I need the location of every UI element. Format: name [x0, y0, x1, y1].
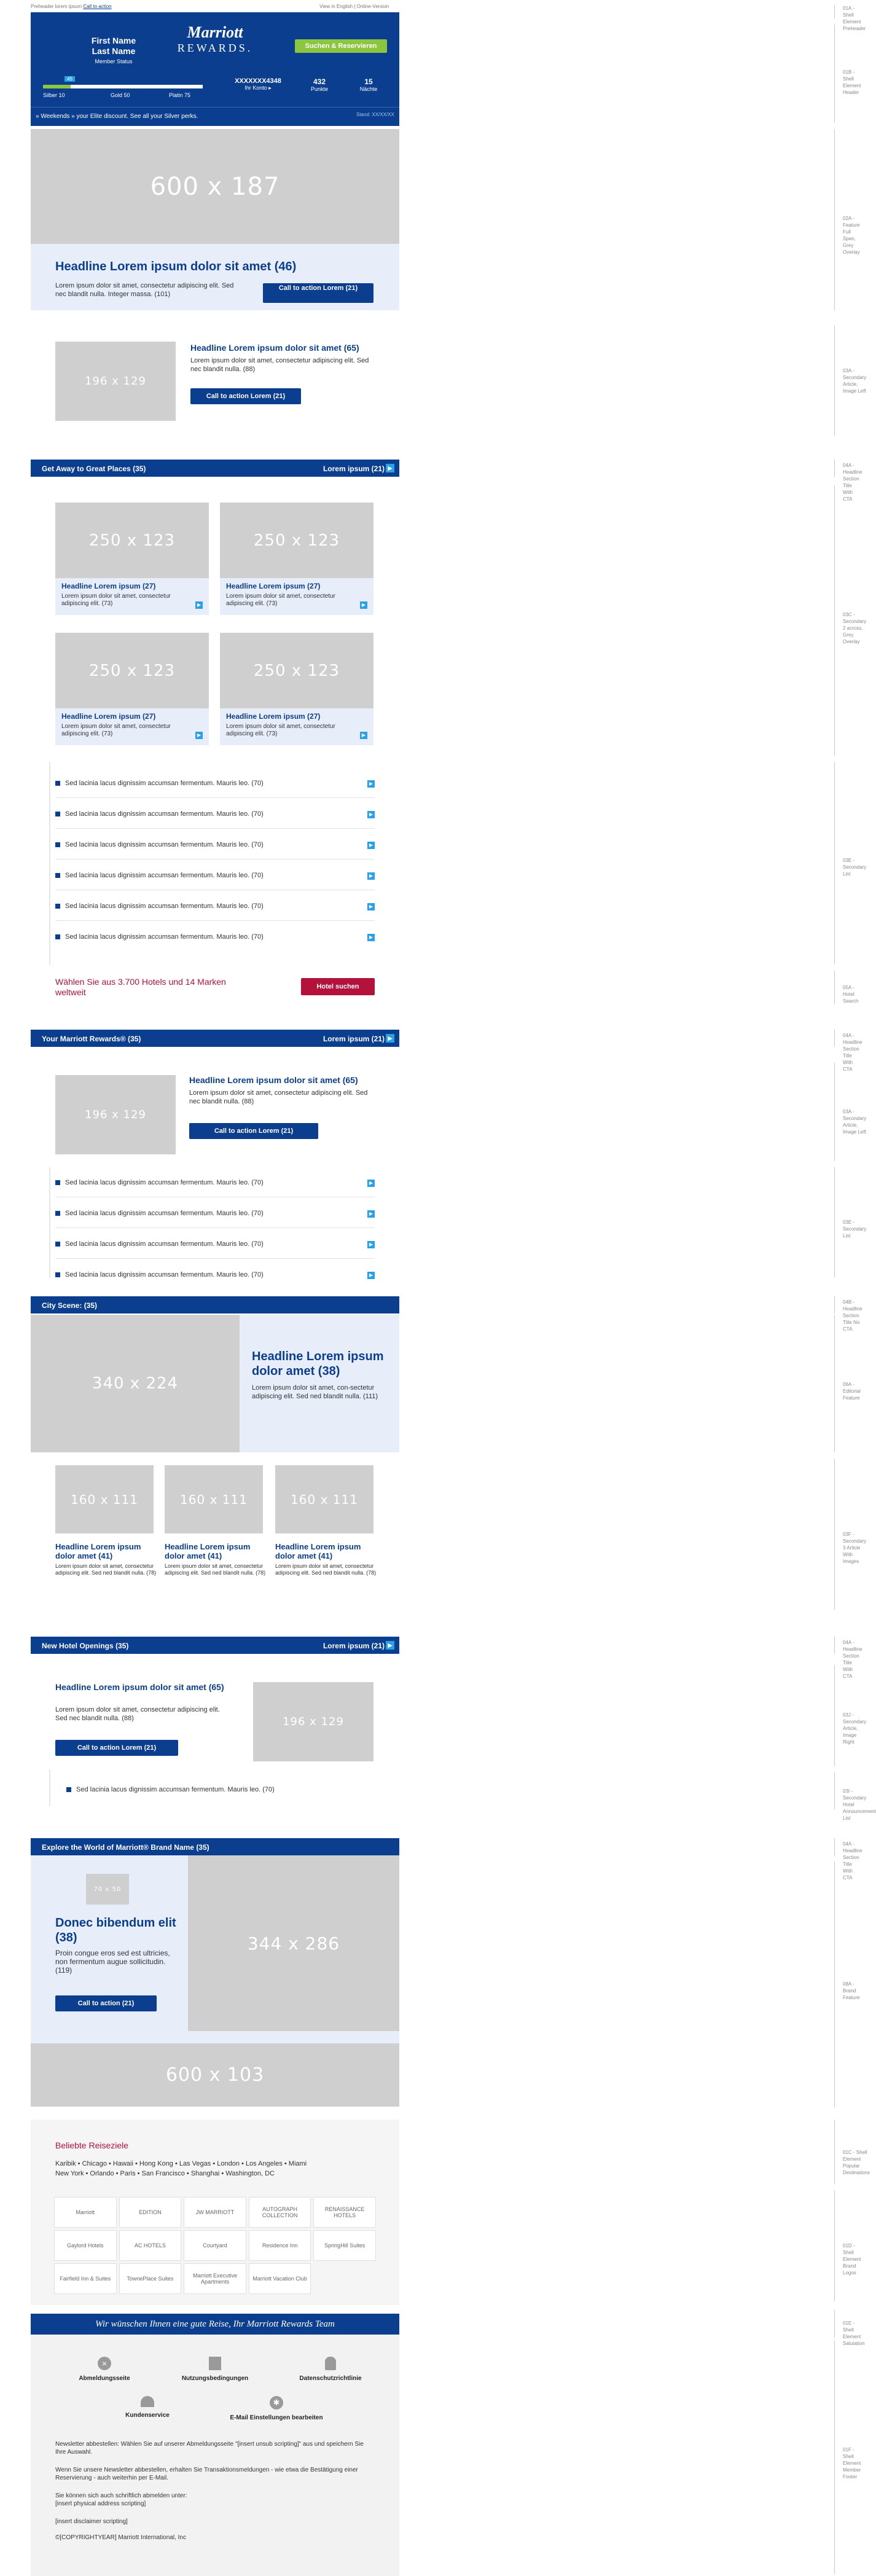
city-headline: Headline Lorem ipsum dolor amet (38): [252, 1350, 384, 1378]
list-item[interactable]: [55, 1240, 375, 1251]
getaway-card-caption[interactable]: [220, 708, 373, 745]
new-hotels-image[interactable]: 196 x 129: [253, 1682, 373, 1761]
city-item-headline: Headline Lorem ipsum dolor amet (41): [275, 1542, 361, 1560]
nights-label: Nächte: [359, 86, 378, 92]
gutter-note-id: 03A - Secondary: [843, 1109, 867, 1121]
brand-logo[interactable]: RENAISSANCE HOTELS: [313, 2197, 376, 2228]
arrow-right-icon[interactable]: ▶: [195, 601, 203, 609]
points-value: 432: [313, 77, 326, 86]
gutter-note-desc: Popular Destinations: [843, 2163, 870, 2175]
brand-logo[interactable]: Marriott: [54, 2197, 117, 2228]
gutter-note-desc: Article, Image Right: [843, 1726, 858, 1745]
gutter-note-id: 03A - Secondary: [843, 368, 867, 380]
arrow-right-icon[interactable]: ▶: [367, 934, 375, 941]
gutter-note-desc: Article, Image Left: [843, 1122, 866, 1135]
gutter-bracket: [834, 1296, 835, 1313]
city-title-bar: [31, 1296, 399, 1313]
gutter-bracket: [834, 2341, 835, 2574]
gutter-bracket: [834, 2310, 835, 2338]
arrow-right-icon[interactable]: ▶: [367, 780, 375, 788]
divider: [55, 1227, 375, 1228]
account-number: XXXXXXX4348: [235, 77, 281, 85]
gutter-note: [843, 857, 866, 877]
footer-link-label: Datenschutzrichtlinie: [299, 2375, 362, 2382]
destinations-line1[interactable]: Karibik • Chicago • Hawaii • Hong Kong • Las Vegas • London • Los Angeles • Miami: [55, 2160, 307, 2167]
gutter-note-id: 01C - Shell Element: [843, 2150, 867, 2162]
gutter-note: [843, 984, 858, 1004]
bullet-icon: [55, 1272, 60, 1277]
rewards-link[interactable]: Lorem ipsum (21): [323, 1035, 385, 1043]
arrow-right-icon[interactable]: ▶: [195, 732, 203, 739]
footer-address: [insert physical address scripting]: [55, 2500, 146, 2507]
gutter-note: [843, 69, 861, 96]
getaway-card-caption[interactable]: [220, 578, 373, 615]
gutter-note-desc: 2 across, Grey Overlay: [843, 625, 863, 644]
annotation-gutter: [405, 0, 876, 2576]
gutter-note-desc: Section Title No CTA: [843, 1313, 860, 1332]
getaway-card-image[interactable]: 250 x 123: [55, 503, 209, 578]
gutter-note-id: 03E - Secondary: [843, 1219, 867, 1232]
gutter-note-id: 01E - Shell Element: [843, 2320, 861, 2339]
gutter-note-id: 05A - Hotel Search: [843, 985, 859, 1004]
bullet-icon: [55, 873, 60, 878]
city-feature-image[interactable]: 340 x 224: [31, 1315, 240, 1452]
gutter-note-desc: Full Span, Grey Overlay: [843, 229, 860, 255]
gutter-note: [843, 1981, 860, 2001]
brand-logo[interactable]: Residence Inn: [249, 2230, 311, 2261]
footer-link-label: E-Mail Einstellungen bearbeiten: [230, 2414, 323, 2421]
list-item-text: Sed lacinia lacus dignissim accumsan fermentum. Mauris leo. (70): [65, 933, 264, 941]
getaway-card-image[interactable]: 250 x 123: [220, 633, 373, 708]
first-name: First Name: [91, 36, 136, 45]
tier-platin: Platin 75: [169, 92, 191, 98]
brand-logo[interactable]: JW MARRIOTT: [184, 2197, 246, 2228]
getaway-card-headline: Headline Lorem ipsum (27): [226, 582, 321, 590]
arrow-right-icon[interactable]: ▶: [367, 842, 375, 849]
new-hotels-title: New Hotel Openings (35): [42, 1642, 129, 1650]
bullet-icon: [55, 812, 60, 816]
list-item-text: Sed lacinia lacus dignissim accumsan fermentum. Mauris leo. (70): [65, 872, 264, 879]
gutter-note-id: 01D - Shell Element: [843, 2243, 861, 2262]
gutter-bracket: [834, 460, 835, 477]
gutter-bracket: [834, 1459, 835, 1610]
hotel-search-text: Wählen Sie aus 3.700 Hotels und 14 Marken weltweit: [55, 977, 226, 997]
gutter-note-id: 08A - Brand Feature: [843, 1981, 860, 2000]
list-item-text: Sed lacinia lacus dignissim accumsan fermentum. Mauris leo. (70): [65, 810, 264, 818]
footer-link-privacy[interactable]: [287, 2357, 373, 2382]
footer-written-text: Sie können sich auch schriftlich abmelden unter:: [55, 2492, 187, 2499]
new-hotels-cta-button[interactable]: Call to action Lorem (21): [55, 1740, 178, 1756]
rewards-cta-button[interactable]: Call to action Lorem (21): [189, 1123, 318, 1139]
city-item-headline: Headline Lorem ipsum dolor amet (41): [165, 1542, 251, 1560]
gutter-note-desc: Section Title With CTA: [843, 1855, 859, 1881]
city-item-image[interactable]: 160 x 111: [275, 1465, 373, 1533]
divider: [55, 1258, 375, 1259]
gutter-note-desc: Section Title With CTA: [843, 1046, 859, 1072]
footer-link-label: Nutzungsbedingungen: [181, 2375, 249, 2382]
city-item-body: Lorem ipsum dolor sit amet, consectetur adipiscing elit. Sed ned blandit nulla. (78): [275, 1563, 377, 1576]
footer-link-service[interactable]: [104, 2396, 190, 2419]
list-item[interactable]: [55, 810, 375, 821]
new-hotels-title-bar: [31, 1637, 399, 1654]
logo-sub: REWARDS.: [177, 42, 253, 54]
gutter-note: [843, 1531, 866, 1565]
brand-logo[interactable]: AC HOTELS: [119, 2230, 182, 2261]
service-bell-icon: [141, 2396, 154, 2407]
gutter-note: [843, 2320, 865, 2347]
list-item-text: Sed lacinia lacus dignissim accumsan fermentum. Mauris leo. (70): [65, 1210, 264, 1217]
hero-image[interactable]: 600 x 187: [31, 129, 399, 244]
tier-progress-track: [43, 85, 203, 88]
gutter-bracket: [834, 1862, 835, 2107]
list-item[interactable]: [55, 933, 375, 944]
bullet-icon: [55, 781, 60, 786]
rewards-headline: Headline Lorem ipsum dolor sit amet (65): [189, 1075, 358, 1085]
brand-logo[interactable]: Marriott Vacation Club: [249, 2263, 311, 2294]
list-item[interactable]: [55, 779, 375, 790]
getaway-card-caption[interactable]: [55, 708, 209, 745]
gutter-note: [843, 611, 866, 645]
list-item-text: Sed lacinia lacus dignissim accumsan fermentum. Mauris leo. (70): [65, 780, 264, 787]
tier-marker: 45: [65, 76, 75, 82]
arrow-right-icon[interactable]: ▶: [360, 732, 367, 739]
city-item-image[interactable]: 160 x 111: [55, 1465, 154, 1533]
gutter-note: [843, 2446, 861, 2480]
list-item[interactable]: [55, 840, 375, 851]
gutter-bracket: [834, 25, 835, 123]
points-label: Punkte: [310, 86, 329, 92]
gutter-note: [843, 215, 860, 256]
gutter-bracket: [834, 1167, 835, 1278]
city-item-headline: Headline Lorem ipsum dolor amet (41): [55, 1542, 141, 1560]
gutter-note-desc: Salutation: [843, 2341, 865, 2346]
bullet-icon: [55, 1180, 60, 1185]
list-item[interactable]: [55, 1209, 375, 1220]
points-block: [301, 77, 338, 92]
city-item-image[interactable]: 160 x 111: [165, 1465, 263, 1533]
gutter-note: [843, 1219, 866, 1239]
divider: [55, 828, 375, 829]
gutter-note: [843, 5, 866, 32]
header-divider: [31, 107, 399, 108]
gutter-bracket: [834, 1315, 835, 1452]
salutation-banner: Wir wünschen Ihnen eine gute Reise, Ihr Marriott Rewards Team: [31, 2314, 399, 2335]
divider: [55, 920, 375, 921]
tier-silver: Silber 10: [43, 92, 65, 98]
header: [31, 12, 399, 126]
arrow-right-icon[interactable]: ▶: [386, 1641, 394, 1650]
getaway-title: Get Away to Great Places (35): [42, 464, 146, 473]
logo-main: Marriott: [187, 23, 243, 41]
footer-unsub-text: Newsletter abbestellen: Wählen Sie auf unserer Abmeldungsseite "[insert unsub scripting]" aus und speichern Sie Ihre Auswahl.: [55, 2441, 364, 2456]
rewards-title-bar: [31, 1030, 399, 1047]
getaway-title-bar: [31, 460, 399, 477]
arrow-right-icon[interactable]: ▶: [367, 872, 375, 880]
close-circle-icon: ×: [98, 2357, 111, 2370]
getaway-card-headline: Headline Lorem ipsum (27): [226, 712, 321, 721]
gutter-note-desc: Header: [843, 90, 859, 95]
arrow-right-icon[interactable]: ▶: [386, 464, 394, 472]
gutter-note-desc: Member Footer: [843, 2467, 861, 2480]
gutter-bracket: [834, 485, 835, 756]
gutter-note-id: 03F - Secondary: [843, 1532, 867, 1544]
city-body: Lorem ipsum dolor sit amet, con-sectetur adipiscing elit. Sed ned blandit nulla. (111): [252, 1384, 378, 1400]
preheader-text: Preheader lorem ipsum: [31, 4, 82, 9]
gutter-bracket: [834, 971, 835, 1004]
gutter-note-id: 03C - Secondary: [843, 612, 867, 624]
brand-body: Proin congue eros sed est ultricies, non fermentum augue sollicitudin. (119): [55, 1949, 170, 1975]
brand-logo[interactable]: Courtyard: [184, 2230, 246, 2261]
gutter-note-id: 04A - Headline: [843, 1640, 862, 1652]
list-rail: [49, 1769, 50, 1806]
footer-link-email-settings[interactable]: [221, 2396, 332, 2421]
brand-headline: Donec bibendum elit (38): [55, 1916, 176, 1944]
gutter-note-desc: List: [843, 1233, 851, 1239]
article1-image[interactable]: 196 x 129: [55, 342, 176, 421]
gutter-bracket: [834, 1637, 835, 1654]
search-reserve-button[interactable]: Suchen & Reservieren: [295, 39, 387, 53]
gutter-bracket: [834, 5, 835, 18]
brand-logo[interactable]: EDITION: [119, 2197, 182, 2228]
hero-headline: Headline Lorem ipsum dolor sit amet (46): [55, 260, 297, 273]
arrow-right-icon[interactable]: ▶: [360, 601, 367, 609]
list-item-text: Sed lacinia lacus dignissim accumsan fermentum. Mauris leo. (70): [65, 1271, 264, 1278]
member-status: Member Status: [95, 58, 133, 65]
arrow-right-icon[interactable]: ▶: [367, 1210, 375, 1218]
member-name: [86, 36, 141, 67]
hotel-search-button[interactable]: Hotel suchen: [301, 978, 375, 995]
article1-headline: Headline Lorem ipsum dolor sit amet (65): [190, 343, 359, 353]
gutter-bracket: [834, 1063, 835, 1161]
new-hotels-link[interactable]: Lorem ipsum (21): [323, 1642, 385, 1650]
brand-logo[interactable]: AUTOGRAPH COLLECTION: [249, 2197, 311, 2228]
nights-block: [350, 77, 387, 92]
getaway-card-body: Lorem ipsum dolor sit amet, consectetur adipiscing elit. (73): [226, 593, 335, 607]
gutter-bracket: [834, 326, 835, 436]
rewards-title: Your Marriott Rewards® (35): [42, 1035, 141, 1043]
gutter-note-id: 04B - Headline: [843, 1299, 862, 1312]
gutter-note-id: 04A - Headline: [843, 1033, 862, 1045]
getaway-card-image[interactable]: 250 x 123: [220, 503, 373, 578]
getaway-card-caption[interactable]: [55, 578, 209, 615]
city-title: City Scene: (35): [42, 1301, 98, 1310]
preheader-link[interactable]: Call to action: [83, 4, 112, 9]
gutter-bracket: [834, 1665, 835, 1766]
gutter-note-desc: Brand Logos: [843, 2263, 856, 2276]
gutter-bracket: [834, 1838, 835, 1855]
tier-progress-fill: [43, 85, 71, 88]
account-block[interactable]: [227, 77, 289, 92]
announcement-item[interactable]: [66, 1785, 373, 1796]
gear-icon: ✱: [270, 2396, 283, 2410]
list-item-text: Sed lacinia lacus dignissim accumsan fermentum. Mauris leo. (70): [65, 1240, 264, 1248]
getaway-link[interactable]: Lorem ipsum (21): [323, 464, 385, 473]
gutter-note: [843, 367, 866, 394]
new-hotels-body: Lorem ipsum dolor sit amet, consectetur adipiscing elit. Sed nec blandit nulla. (88): [55, 1706, 220, 1722]
announcement-text: Sed lacinia lacus dignissim accumsan fermentum. Mauris leo. (70): [76, 1786, 275, 1793]
document-icon: [209, 2357, 221, 2370]
brand-feature-image[interactable]: 344 x 286: [188, 1855, 399, 2031]
getaway-card-image[interactable]: 250 x 123: [55, 633, 209, 708]
brand-logo[interactable]: Fairfield Inn & Suites: [54, 2263, 117, 2294]
getaway-card-headline: Headline Lorem ipsum (27): [61, 712, 156, 721]
list-item-text: Sed lacinia lacus dignissim accumsan fermentum. Mauris leo. (70): [65, 841, 264, 848]
bullet-icon: [66, 1787, 71, 1792]
brand-logos-grid: [54, 2197, 376, 2294]
gutter-note: [843, 1841, 862, 1881]
gutter-note-id: 01F - Shell Element: [843, 2447, 861, 2466]
brand-logo[interactable]: Gaylord Hotels: [54, 2230, 117, 2261]
hero-body: Lorem ipsum dolor sit amet, consectetur adipiscing elit. Sed nec blandit nulla. Integer massa. (101): [55, 282, 234, 298]
city-item-body: Lorem ipsum dolor sit amet, consectetur adipiscing elit. Sed ned blandit nulla. (78): [165, 1563, 266, 1576]
footer-transaction-text: Wenn Sie unsere Newsletter abbestellen, erhalten Sie Transaktionsmeldungen - wie etwa die Bestätigung einer Reservierung - auch weiterhin per E-Mail.: [55, 2467, 358, 2481]
bullet-icon: [55, 1211, 60, 1216]
brand-logo[interactable]: Marriott Executive Apartments: [184, 2263, 246, 2294]
gutter-note-desc: Hotel Announcement List: [843, 1802, 876, 1821]
marriott-rewards-logo[interactable]: [160, 23, 270, 55]
arrow-right-icon[interactable]: ▶: [367, 1180, 375, 1187]
article1-body: Lorem ipsum dolor sit amet, consectetur adipiscing elit. Sed nec blandit nulla. (88): [190, 357, 369, 373]
gutter-note-id: 01B - Shell Element: [843, 69, 861, 88]
gutter-bracket: [834, 1030, 835, 1047]
gutter-note-desc: 3 Article With Images: [843, 1545, 861, 1564]
list-rail: [49, 762, 50, 965]
list-item-text: Sed lacinia lacus dignissim accumsan fermentum. Mauris leo. (70): [65, 902, 264, 910]
bullet-icon: [55, 934, 60, 939]
gutter-note-id: 02A - Feature: [843, 216, 860, 228]
gutter-note-id: 03I - Secondary: [843, 1788, 867, 1801]
brand-logo[interactable]: TownePlace Suites: [119, 2263, 182, 2294]
list-item-text: Sed lacinia lacus dignissim accumsan fermentum. Mauris leo. (70): [65, 1179, 264, 1186]
brand-title-bar: [31, 1838, 399, 1855]
footer-link-unsubscribe[interactable]: [61, 2357, 147, 2382]
last-name: Last Name: [92, 46, 136, 56]
gutter-bracket: [834, 1772, 835, 1809]
gutter-note: [843, 1712, 866, 1745]
getaway-card-body: Lorem ipsum dolor sit amet, consectetur adipiscing elit. (73): [61, 593, 171, 607]
gutter-note: [843, 1788, 876, 1822]
gutter-note: [843, 1032, 862, 1073]
arrow-right-icon[interactable]: ▶: [367, 903, 375, 910]
destinations-title: Beliebte Reiseziele: [55, 2140, 129, 2150]
bullet-icon: [55, 842, 60, 847]
city-item-body: Lorem ipsum dolor sit amet, consectetur adipiscing elit. Sed ned blandit nulla. (78): [55, 1563, 157, 1576]
gutter-note-desc: List: [843, 871, 851, 877]
gutter-note: [843, 1639, 862, 1680]
footer-link-terms[interactable]: [172, 2357, 258, 2382]
brand-logo-image: 70 x 50: [86, 1874, 129, 1905]
getaway-card-headline: Headline Lorem ipsum (27): [61, 582, 156, 590]
gutter-note-id: 06A - Editorial Feature: [843, 1382, 861, 1401]
gutter-note-desc: Article, Image Left: [843, 382, 866, 394]
gutter-note-desc: Section Title With CTA: [843, 1653, 859, 1679]
email-canvas: [0, 0, 405, 2576]
footer-link-label: Abmeldungsseite: [79, 2375, 130, 2382]
gutter-note: [843, 462, 862, 503]
gutter-note-id: 03J - Secondary: [843, 1712, 867, 1725]
arrow-right-icon[interactable]: ▶: [386, 1034, 394, 1043]
gutter-bracket: [834, 129, 835, 310]
list-item[interactable]: [55, 1270, 375, 1282]
footer-disclaimer: [insert disclaimer scripting]: [55, 2518, 128, 2525]
gutter-note-desc: Preheader: [843, 26, 866, 31]
arrow-right-icon[interactable]: ▶: [367, 1241, 375, 1248]
gutter-bracket: [834, 2120, 835, 2184]
arrow-right-icon[interactable]: ▶: [367, 1272, 375, 1279]
hero-cta-button[interactable]: Call to action Lorem (21): [263, 283, 373, 303]
brand-logo[interactable]: SpringHill Suites: [313, 2230, 376, 2261]
header-badge: Stand: XX/XX/XX: [356, 112, 394, 117]
gutter-note-id: 03E - Secondary: [843, 858, 867, 870]
gutter-note: [843, 2242, 861, 2276]
gutter-note: [843, 2149, 870, 2176]
new-hotels-headline: Headline Lorem ipsum dolor sit amet (65): [55, 1682, 224, 1692]
destinations-line2[interactable]: New York • Orlando • Paris • San Francisco • Shanghai • Washington, DC: [55, 2170, 275, 2177]
list-item[interactable]: [55, 902, 375, 913]
rewards-body: Lorem ipsum dolor sit amet, consectetur adipiscing elit. Sed nec blandit nulla. (88): [189, 1089, 368, 1105]
lock-icon: [325, 2357, 336, 2370]
list-item[interactable]: [55, 871, 375, 882]
footer-link-label: Kundenservice: [125, 2412, 170, 2419]
list-item[interactable]: [55, 1178, 375, 1189]
footer-copyright: ©[COPYRIGHTYEAR] Marriott International, Inc: [55, 2534, 186, 2541]
brand-cta-button[interactable]: Call to action (21): [55, 1995, 157, 2011]
gutter-note: [843, 1299, 862, 1333]
list-rail: [49, 1167, 50, 1278]
brand-title: Explore the World of Marriott® Brand Name (35): [42, 1843, 209, 1852]
gutter-bracket: [834, 2190, 835, 2301]
gutter-bracket: [834, 762, 835, 965]
bullet-icon: [55, 904, 60, 909]
bullet-icon: [55, 1242, 60, 1247]
view-online-link[interactable]: View in English | Online-Version: [319, 4, 389, 9]
getaway-card-body: Lorem ipsum dolor sit amet, consectetur adipiscing elit. (73): [226, 723, 335, 737]
preheader-left: [31, 4, 112, 9]
gutter-note-id: 01A - Shell Element: [843, 6, 861, 25]
article1-cta-button[interactable]: Call to action Lorem (21): [190, 388, 301, 404]
arrow-right-icon[interactable]: ▶: [367, 811, 375, 818]
rewards-image[interactable]: 196 x 129: [55, 1075, 176, 1154]
gutter-note-id: 04A - Headline: [843, 1841, 862, 1854]
divider: [55, 797, 375, 798]
gutter-note-id: 04A - Headline: [843, 463, 862, 475]
brand-banner-image[interactable]: 600 x 103: [31, 2043, 399, 2107]
getaway-card-body: Lorem ipsum dolor sit amet, consectetur adipiscing elit. (73): [61, 723, 171, 737]
gutter-note: [843, 1108, 866, 1135]
account-link[interactable]: Ihr Konto ▸: [244, 85, 272, 91]
gutter-note: [843, 1381, 861, 1401]
gutter-note-desc: Section Title With CTA: [843, 476, 859, 502]
nights-value: 15: [364, 77, 373, 86]
tier-gold: Gold 50: [111, 92, 130, 98]
header-note[interactable]: » Weekends » your Elite discount. See all your Silver perks.: [36, 113, 198, 120]
